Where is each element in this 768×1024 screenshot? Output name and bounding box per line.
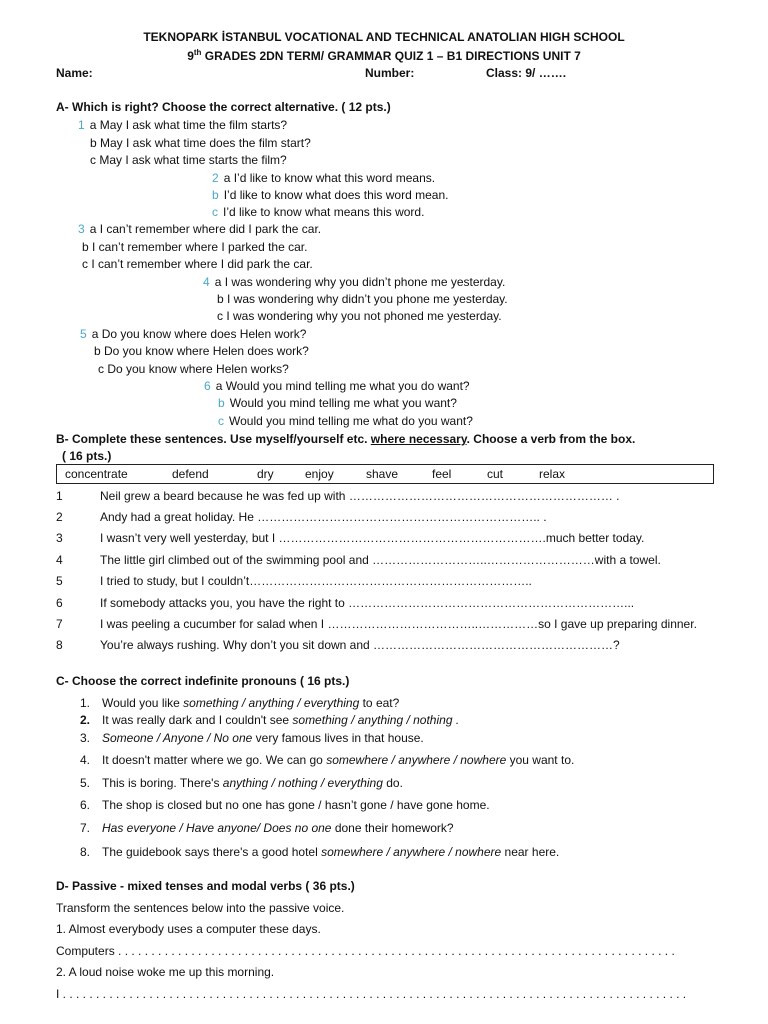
section-b-points: ( 16 pts.)	[62, 449, 112, 463]
b-item-text: I was peeling a cucumber for salad when I ………………………………..……………so I gave up preparing dinner.	[100, 617, 697, 631]
a-q2-option-a: 2 a I’d like to know what this word means.	[212, 171, 436, 185]
verb-item: dry	[257, 467, 274, 481]
verb-item: concentrate	[65, 467, 128, 481]
section-a-title: A- Which is right? Choose the correct alternative. ( 12 pts.)	[56, 100, 391, 114]
c-item-number: 2.	[80, 713, 91, 727]
a-q4-option-c: c I was wondering why you not phoned me yesterday.	[217, 309, 502, 323]
d-answer-line-1[interactable]: Computers . . . . . . . . . . . . . . . . . . . . . . . . . . . . . . . . . . . . . . . . . . . . . . . . . . . . . . . . . . . . . . . . . . . . . . . . . . . . . . . . . . . .	[56, 944, 675, 958]
quiz-title: 9th GRADES 2DN TERM/ GRAMMAR QUIZ 1 – B1 DIRECTIONS UNIT 7	[187, 48, 581, 63]
b-item-text: Neil grew a beard because he was fed up with ………………………………………………………… .	[100, 489, 620, 503]
verb-item: enjoy	[305, 467, 334, 481]
a-q1-option-b: b May I ask what time does the film start?	[90, 136, 311, 150]
a-q2-option-b: b I’d like to know what does this word mean.	[212, 188, 449, 202]
c-item-text: This is boring. There's anything / nothing / everything do.	[102, 776, 403, 790]
a-q1-option-c: c May I ask what time starts the film?	[90, 153, 287, 167]
b-item-number: 6	[56, 596, 63, 610]
d-question-2: 2. A loud noise woke me up this morning.	[56, 965, 275, 979]
d-answer-line-2[interactable]: I . . . . . . . . . . . . . . . . . . . . . . . . . . . . . . . . . . . . . . . . . . . . . . . . . . . . . . . . . . . . . . . . . . . . . . . . . . . . . . . . . . . . . . . . . . . . . .	[56, 987, 687, 1001]
a-q4-option-a: 4 a I was wondering why you didn’t phone me yesterday.	[203, 275, 506, 289]
b-item-number: 2	[56, 510, 63, 524]
b-item-number: 4	[56, 553, 63, 567]
b-item-number: 3	[56, 531, 63, 545]
a-q2-option-c: c I’d like to know what means this word.	[212, 205, 425, 219]
c-item-number: 6.	[80, 798, 91, 812]
section-c-title: C- Choose the correct indefinite pronouns ( 16 pts.)	[56, 674, 350, 688]
c-item-text: Would you like something / anything / everything to eat?	[102, 696, 400, 710]
c-item-text: It doesn't matter where we go. We can go somewhere / anywhere / nowhere you want to.	[102, 753, 575, 767]
a-q1-option-a: 1 a May I ask what time the film starts?	[78, 118, 288, 132]
b-item-number: 7	[56, 617, 63, 631]
section-d-instruction: Transform the sentences below into the passive voice.	[56, 901, 345, 915]
a-q6-option-c: c Would you mind telling me what do you want?	[218, 414, 473, 428]
name-label: Name:	[56, 66, 93, 80]
b-item-text: Andy had a great holiday. He …………………………………………………………….. .	[100, 510, 547, 524]
c-item-text: It was really dark and I couldn't see something / anything / nothing .	[102, 713, 460, 727]
section-d-title: D- Passive - mixed tenses and modal verbs ( 36 pts.)	[56, 879, 355, 893]
c-item-text: Someone / Anyone / No one very famous lives in that house.	[102, 731, 424, 745]
a-q6-option-a: 6 a Would you mind telling me what you do want?	[204, 379, 470, 393]
class-label: Class: 9/ …….	[486, 66, 567, 80]
number-label: Number:	[365, 66, 415, 80]
a-q4-option-b: b I was wondering why didn’t you phone me yesterday.	[217, 292, 508, 306]
b-item-text: I tried to study, but I couldn’t……………………………………………………………..	[100, 574, 532, 588]
verb-item: defend	[172, 467, 209, 481]
a-q5-option-b: b Do you know where Helen does work?	[94, 344, 309, 358]
b-item-number: 5	[56, 574, 63, 588]
a-q3-option-c: c I can’t remember where I did park the car.	[82, 257, 313, 271]
b-item-number: 1	[56, 489, 63, 503]
a-q5-option-c: c Do you know where Helen works?	[98, 362, 289, 376]
b-item-number: 8	[56, 638, 63, 652]
a-q3-option-a: 3 a I can’t remember where did I park the car.	[78, 222, 322, 236]
c-item-number: 4.	[80, 753, 91, 767]
c-item-number: 3.	[80, 731, 91, 745]
d-question-1: 1. Almost everybody uses a computer these days.	[56, 922, 321, 936]
section-b-title: B- Complete these sentences. Use myself/yourself etc. where necessary. Choose a verb from the box.	[56, 432, 636, 446]
c-item-number: 7.	[80, 821, 91, 835]
verb-item: feel	[432, 467, 452, 481]
c-item-text: The shop is closed but no one has gone / hasn’t gone / have gone home.	[102, 798, 490, 812]
a-q5-option-a: 5 a Do you know where does Helen work?	[80, 327, 307, 341]
b-item-text: If somebody attacks you, you have the right to ……………………………………………………………...	[100, 596, 635, 610]
c-item-number: 1.	[80, 696, 91, 710]
school-title: TEKNOPARK İSTANBUL VOCATIONAL AND TECHNICAL ANATOLIAN HIGH SCHOOL	[143, 30, 625, 44]
verb-item: cut	[487, 467, 504, 481]
b-item-text: The little girl climbed out of the swimming pool and ………………………..………………………with a towel.	[100, 553, 661, 567]
a-q3-option-b: b I can’t remember where I parked the car.	[82, 240, 308, 254]
c-item-number: 8.	[80, 845, 91, 859]
c-item-text: The guidebook says there's a good hotel somewhere / anywhere / nowhere near here.	[102, 845, 560, 859]
c-item-number: 5.	[80, 776, 91, 790]
b-item-text: You’re always rushing. Why don’t you sit down and ……………………………………………………?	[100, 638, 620, 652]
verb-item: relax	[539, 467, 566, 481]
c-item-text: Has everyone / Have anyone/ Does no one done their homework?	[102, 821, 454, 835]
b-item-text: I wasn’t very well yesterday, but I ………………………………………………………….much better today.	[100, 531, 645, 545]
a-q6-option-b: b Would you mind telling me what you want?	[218, 396, 457, 410]
verb-item: shave	[366, 467, 399, 481]
verb-box	[56, 464, 714, 484]
